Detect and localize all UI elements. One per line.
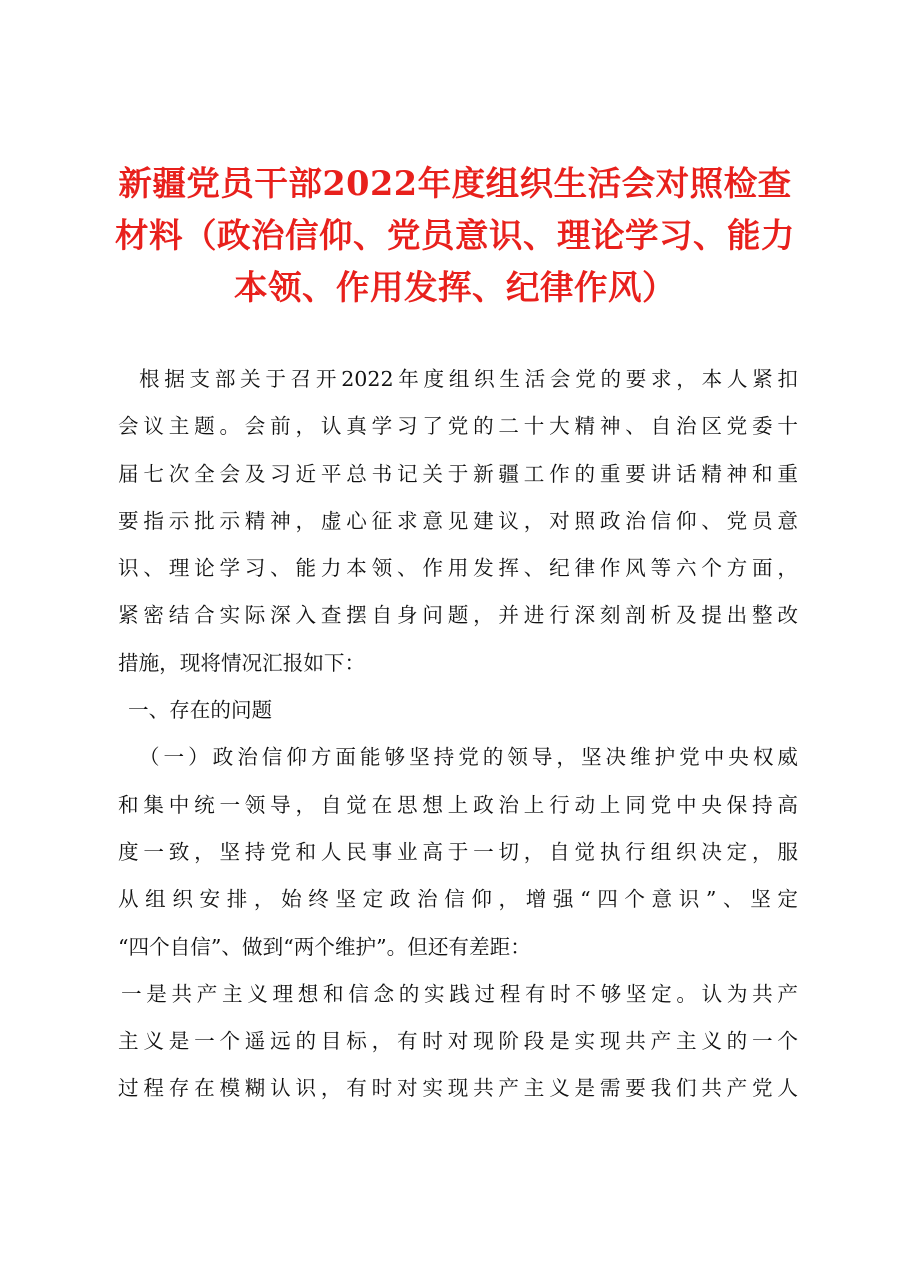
body-line-intro-1: 根据支部关于召开2022年度组织生活会党的要求，本人紧扣 — [139, 367, 798, 391]
section-heading: 一、存在的问题 — [128, 698, 273, 723]
title-line-1: 新疆党员干部2022年度组织生活会对照检查 — [118, 164, 792, 203]
body-line-subsection-4: 从组织安排，始终坚定政治信仰，增强“四个意识”、坚定 — [118, 887, 798, 912]
body-line-subsection-3: 度一致，坚持党和人民事业高于一切，自觉执行组织决定，服 — [118, 839, 798, 864]
body-line-point-2: 主义是一个遥远的目标，有时对现阶段是实现共产主义的一个 — [118, 1029, 798, 1054]
document-title — [110, 158, 800, 314]
body-line-intro-2: 会议主题。会前，认真学习了党的二十大精神、自治区党委十 — [118, 414, 798, 439]
body-line-intro-4: 要指示批示精神，虚心征求意见建议，对照政治信仰、党员意 — [118, 508, 798, 533]
title-line-3: 本领、作用发挥、纪律作风） — [234, 268, 676, 307]
document-body — [118, 356, 798, 1113]
body-line-intro-3: 届七次全会及习近平总书记关于新疆工作的重要讲话精神和重 — [118, 461, 798, 486]
body-line-point-3: 过程存在模糊认识，有时对实现共产主义是需要我们共产党人 — [118, 1076, 798, 1101]
body-line-point-1: 一是共产主义理想和信念的实践过程有时不够坚定。认为共产 — [121, 981, 798, 1006]
body-line-subsection-5: “四个自信”、做到“两个维护”。但还有差距： — [118, 934, 531, 959]
title-line-2: 材料（政治信仰、党员意识、理论学习、能力 — [115, 216, 795, 255]
body-line-intro-5: 识、理论学习、能力本领、作用发挥、纪律作风等六个方面， — [118, 556, 798, 581]
body-line-subsection-1: （一）政治信仰方面能够坚持党的领导，坚决维护党中央权威 — [139, 745, 798, 770]
body-line-subsection-2: 和集中统一领导，自觉在思想上政治上行动上同党中央保持高 — [118, 792, 798, 817]
body-line-intro-6: 紧密结合实际深入查摆自身问题，并进行深刻剖析及提出整改 — [118, 603, 798, 628]
body-line-intro-7: 措施，现将情况汇报如下： — [118, 650, 366, 675]
